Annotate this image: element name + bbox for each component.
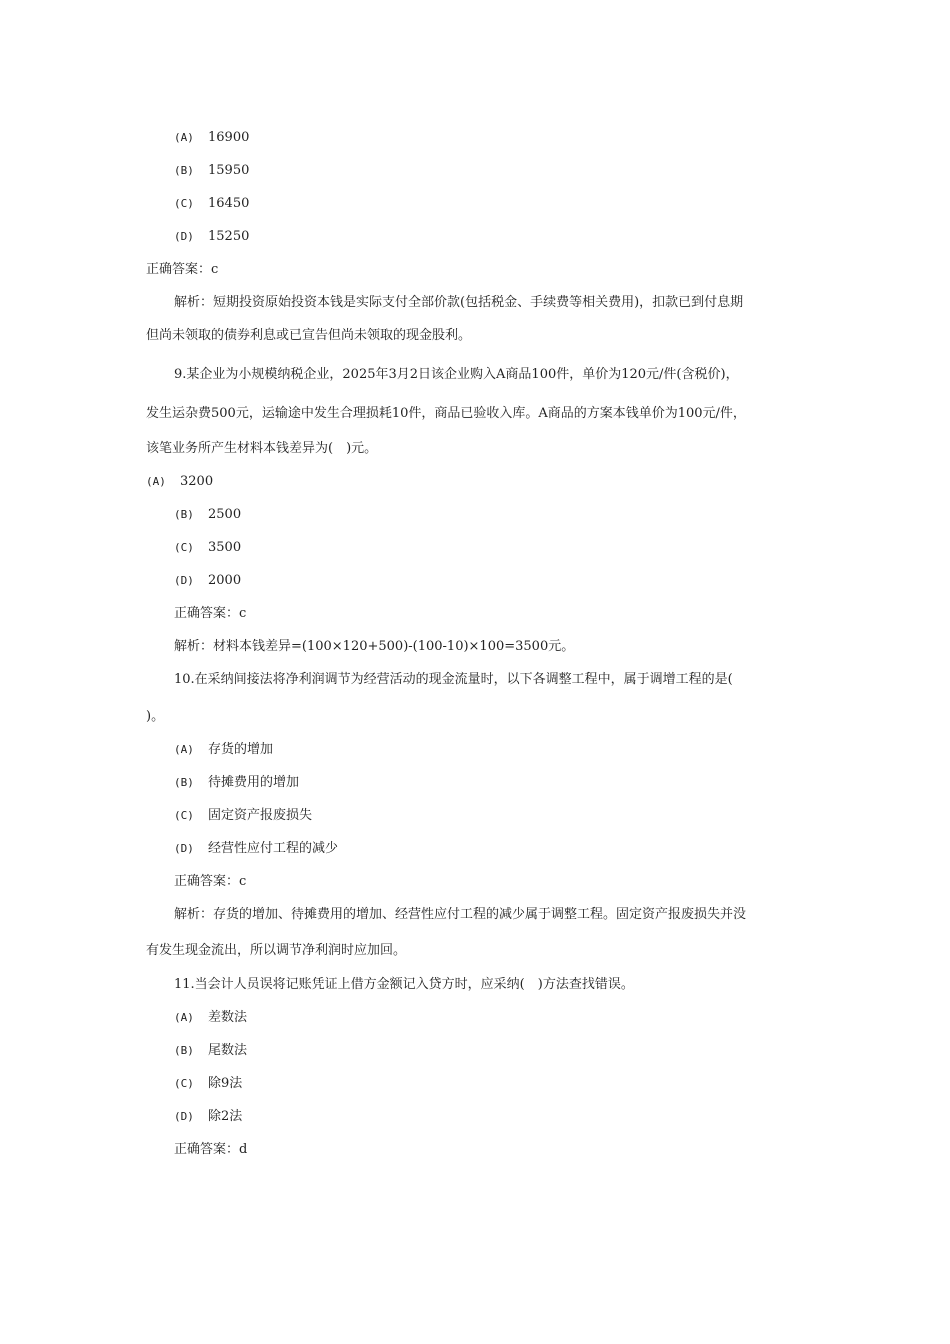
q8-analysis-line-1: 解析：短期投资原始投资本钱是实际支付全部价款(包括税金、手续费等相关费用)，扣款已到付息期 [174,295,744,310]
q11-option-b: (B) 尾数法 [174,1043,248,1058]
q9-stem-line-1: 9.某企业为小规模纳税企业，2025年3月2日该企业购入A商品100件，单价为120元/件(含税价)， [174,367,739,382]
q10-answer: 正确答案：c [174,874,247,889]
q11-answer: 正确答案：d [174,1142,248,1157]
q8-option-d: (D) 15250 [174,229,250,244]
q8-answer: 正确答案：c [146,262,219,277]
q10-analysis-line-2: 有发生现金流出，所以调节净利润时应加回。 [146,943,407,958]
q9-answer: 正确答案：c [174,606,247,621]
q8-option-c: (C) 16450 [174,196,250,211]
q10-stem-line-1: 10.在采纳间接法将净利润调节为经营活动的现金流量时，以下各调整工程中，属于调增工程的是( [174,672,733,687]
q9-option-d: (D) 2000 [174,573,242,588]
q11-option-a: (A) 差数法 [174,1010,248,1025]
q10-option-a: (A) 存货的增加 [174,742,274,757]
q11-stem: 11.当会计人员误将记账凭证上借方金额记入贷方时，应采纳( )方法查找错误。 [174,977,634,992]
q9-stem-line-2: 发生运杂费500元，运输途中发生合理损耗10件，商品已验收入库。A商品的方案本钱单价为100元/件， [146,406,746,421]
q8-analysis-line-2: 但尚未领取的债券利息或已宣告但尚未领取的现金股利。 [146,328,472,343]
q9-option-c: (C) 3500 [174,540,242,555]
q11-option-c: (C) 除9法 [174,1076,243,1091]
q9-stem-line-3: 该笔业务所产生材料本钱差异为( )元。 [146,441,378,456]
q8-option-b: (B) 15950 [174,163,250,178]
q9-option-a: (A) 3200 [146,474,214,489]
q9-analysis: 解析：材料本钱差异=(100×120+500)-(100-10)×100=3500元。 [174,639,575,654]
q11-option-d: (D) 除2法 [174,1109,243,1124]
q10-option-d: (D) 经营性应付工程的减少 [174,841,339,856]
q8-option-a: (A) 16900 [174,130,250,145]
q10-option-b: (B) 待摊费用的增加 [174,775,300,790]
q10-option-c: (C) 固定资产报废损失 [174,808,313,823]
q9-option-b: (B) 2500 [174,507,242,522]
q10-analysis-line-1: 解析：存货的增加、待摊费用的增加、经营性应付工程的减少属于调整工程。固定资产报废损失并没 [174,907,747,922]
q10-stem-line-2: )。 [146,709,165,724]
